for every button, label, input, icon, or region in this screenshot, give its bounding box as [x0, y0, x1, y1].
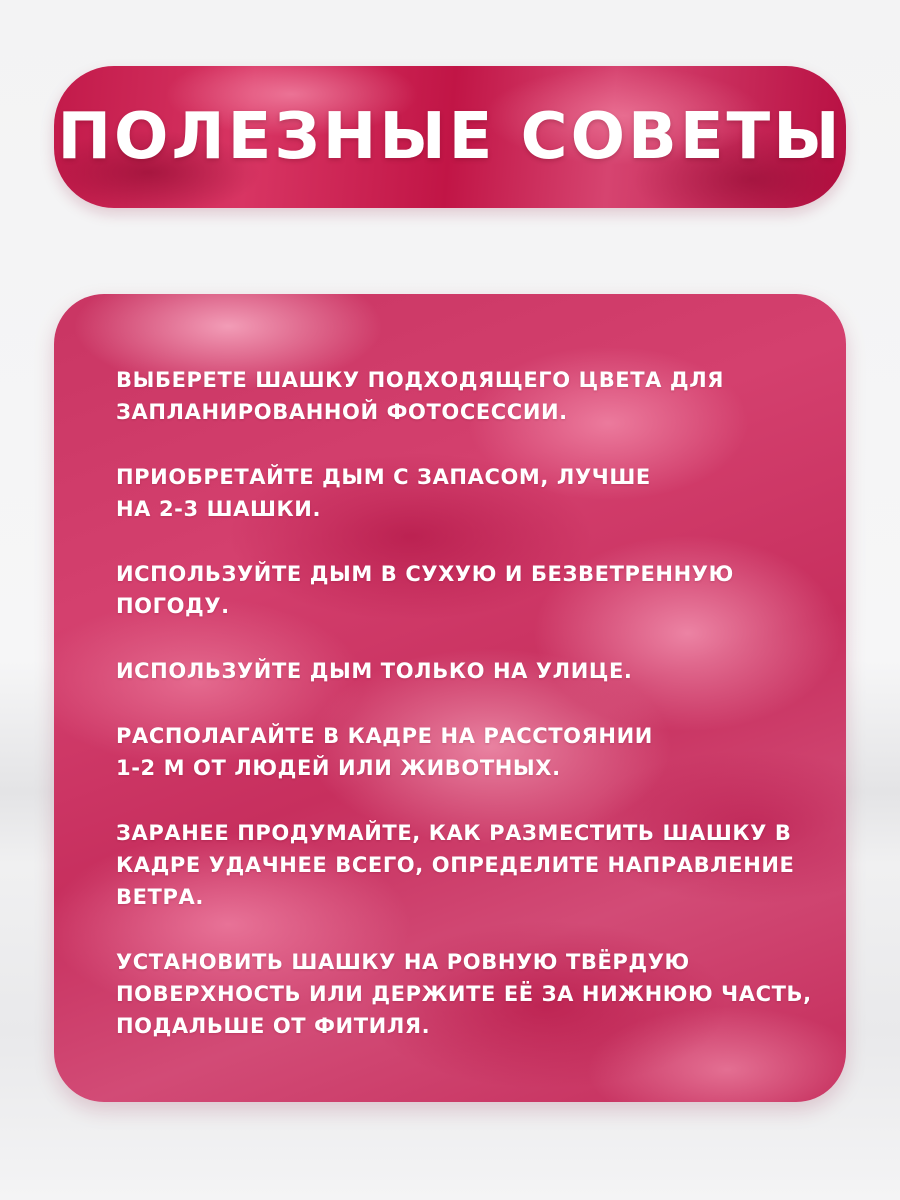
tip-line: УСТАНОВИТЬ ШАШКУ НА РОВНУЮ ТВЁРДУЮ: [116, 950, 690, 974]
tip-line: ПОДАЛЬШЕ ОТ ФИТИЛЯ.: [116, 1014, 431, 1038]
tip-item: [116, 946, 812, 1042]
tip-line: ЗАПЛАНИРОВАННОЙ ФОТОСЕССИИ.: [116, 400, 568, 424]
tip-line: КАДРЕ УДАЧНЕЕ ВСЕГО, ОПРЕДЕЛИТЕ НАПРАВЛЕНИЕ: [116, 853, 795, 877]
tip-item: [116, 558, 796, 622]
tip-line: ВЕТРА.: [116, 885, 204, 909]
tip-line: ВЫБЕРЕТЕ ШАШКУ ПОДХОДЯЩЕГО ЦВЕТА ДЛЯ: [116, 368, 725, 392]
title-banner: [54, 66, 846, 208]
tip-line: ПОГОДУ.: [116, 594, 230, 618]
tips-list: [116, 364, 812, 1075]
tip-line: НА 2-3 ШАШКИ.: [116, 497, 322, 521]
tip-line: ЗАРАНЕЕ ПРОДУМАЙТЕ, КАК РАЗМЕСТИТЬ ШАШКУ В: [116, 821, 792, 845]
tip-line: ИСПОЛЬЗУЙТЕ ДЫМ В СУХУЮ И БЕЗВЕТРЕННУЮ: [116, 562, 734, 586]
tip-item: [116, 817, 796, 913]
tip-line: ИСПОЛЬЗУЙТЕ ДЫМ ТОЛЬКО НА УЛИЦЕ.: [116, 659, 633, 683]
tip-item: [116, 720, 796, 784]
tip-item: [116, 655, 796, 687]
tip-line: ПРИОБРЕТАЙТЕ ДЫМ С ЗАПАСОМ, ЛУЧШЕ: [116, 465, 651, 489]
tip-item: [116, 364, 796, 428]
tip-item: [116, 461, 796, 525]
tip-line: ПОВЕРХНОСТЬ ИЛИ ДЕРЖИТЕ ЕЁ ЗА НИЖНЮЮ ЧАСТЬ,: [116, 982, 812, 1006]
page-title: ПОЛЕЗНЫЕ СОВЕТЫ: [57, 100, 843, 174]
tip-line: 1-2 М ОТ ЛЮДЕЙ ИЛИ ЖИВОТНЫХ.: [116, 756, 561, 780]
tip-line: РАСПОЛАГАЙТЕ В КАДРЕ НА РАССТОЯНИИ: [116, 724, 653, 748]
tips-card: [54, 294, 846, 1102]
